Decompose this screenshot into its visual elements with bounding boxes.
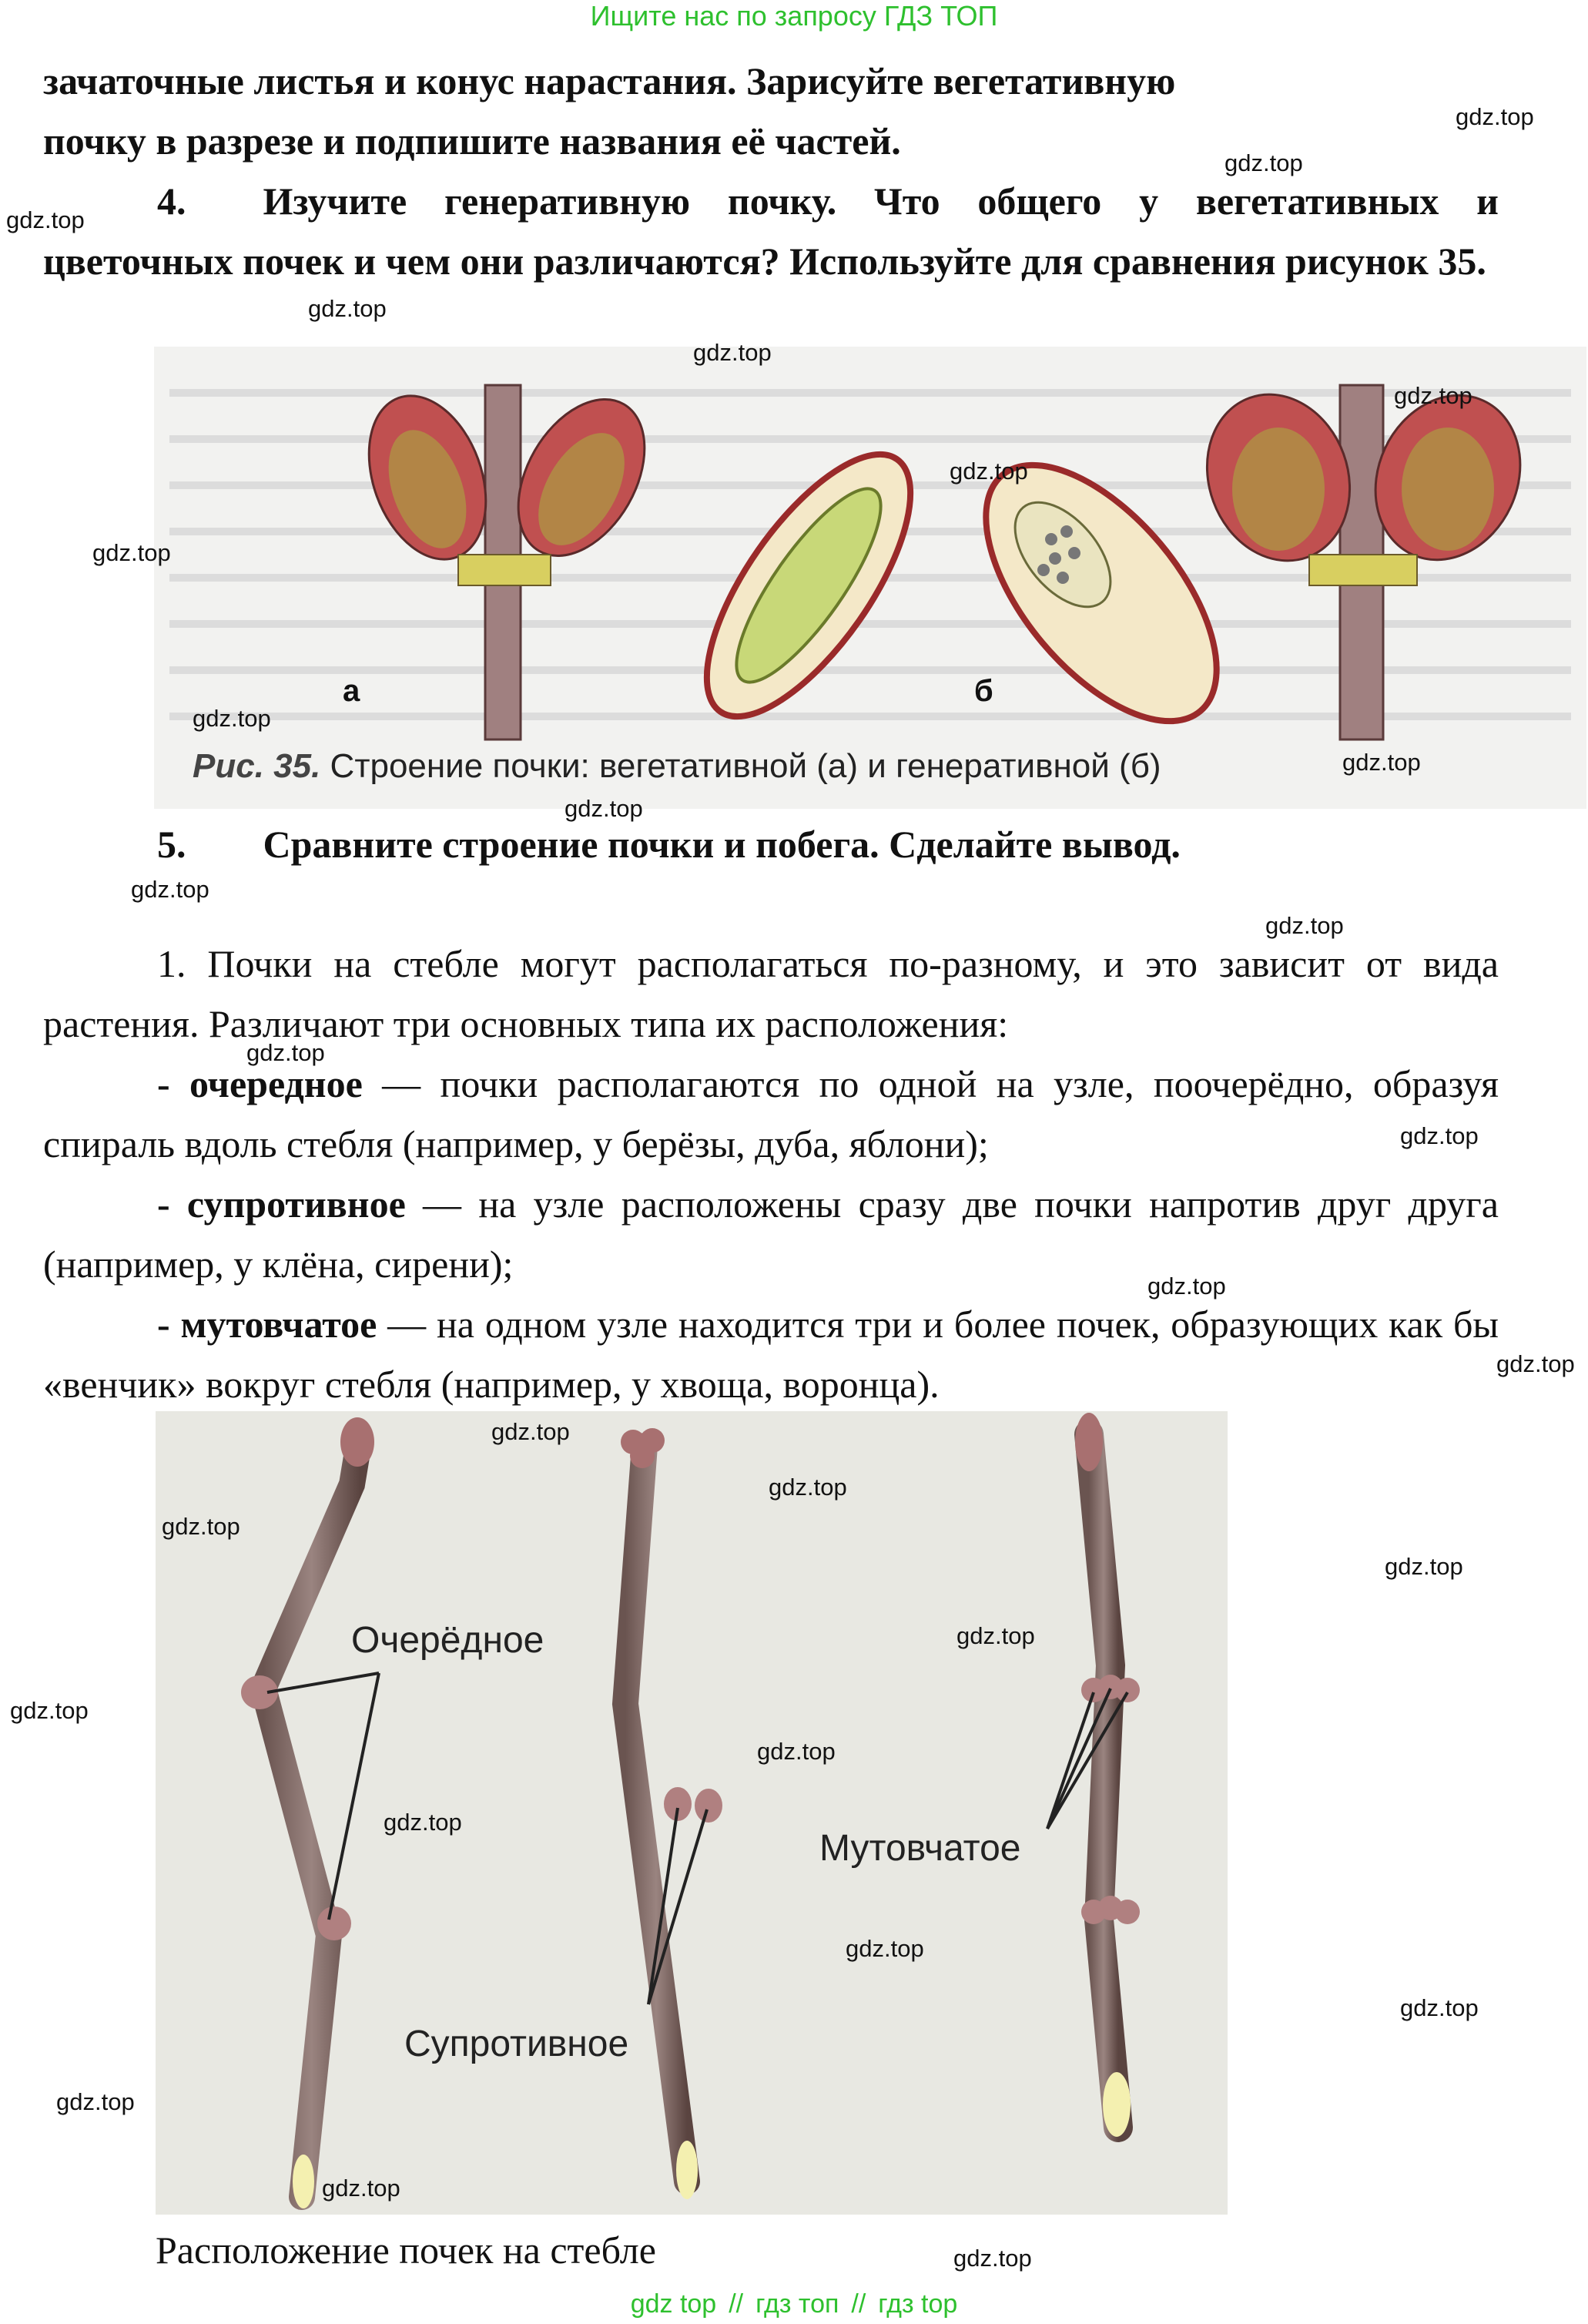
task-5-number: 5. (157, 823, 186, 866)
photo-caption: Расположение почек на стебле (156, 2228, 656, 2272)
watermark: gdz.top (1342, 749, 1421, 776)
watermark: gdz.top (1400, 1994, 1479, 2021)
bud-arrangement-photo (156, 1411, 1228, 2215)
footer-separator: // (729, 2289, 744, 2319)
bud-illustration (154, 347, 1586, 809)
figure-35-caption-text: Строение почки: вегетативной (а) и генеративной (б) (330, 747, 1161, 785)
watermark: gdz.top (1456, 103, 1534, 130)
answer-intro: 1. Почки на стебле могут располагаться по-разному, и это зависит от вида растения. Различают три основных типа их расположения: (43, 942, 1499, 1045)
watermark: gdz.top (308, 295, 387, 322)
watermark: gdz.top (162, 1513, 240, 1540)
intro-line-1: зачаточные листья и конус нарастания. Зарисуйте вегетативную (43, 59, 1176, 102)
label-a: а (343, 674, 360, 708)
watermark: gdz.top (246, 1039, 325, 1066)
watermark: gdz.top (193, 705, 271, 732)
figure-35 (154, 347, 1586, 809)
answer-item-opposite (43, 1174, 1499, 1294)
watermark: gdz.top (953, 2245, 1032, 2272)
watermark: gdz.top (950, 458, 1028, 485)
footer-link-gdz-top[interactable]: gdz top (630, 2289, 717, 2319)
task-4 (43, 171, 1499, 291)
text-opposite: — на узле расположены сразу две почки напротив друг друга (например, у клёна, сирени); (43, 1182, 1499, 1286)
watermark: gdz.top (56, 2088, 135, 2115)
term-alternate: - очередное (157, 1062, 363, 1105)
label-opposite: Супротивное (404, 2024, 629, 2064)
task-5 (157, 814, 1466, 874)
watermark: gdz.top (92, 539, 171, 566)
watermark: gdz.top (10, 1697, 89, 1724)
watermark: gdz.top (1496, 1350, 1575, 1377)
term-whorled: - мутовчатое (157, 1303, 377, 1346)
footer-link-gdz-top-mixed[interactable]: гдз top (878, 2289, 958, 2319)
intro-line-2: почку в разрезе и подпишите названия её частей. (43, 119, 901, 163)
watermark: gdz.top (846, 1935, 924, 1962)
top-banner-link[interactable]: Ищите нас по запросу ГДЗ ТОП (590, 0, 998, 32)
task-4-number: 4. (157, 179, 186, 223)
term-opposite: - супротивное (157, 1182, 406, 1226)
watermark: gdz.top (322, 2175, 400, 2202)
answer-item-alternate (43, 1054, 1499, 1174)
footer-links (0, 2289, 1588, 2319)
task-5-text: Сравните строение почки и побега. Сделайте вывод. (263, 823, 1181, 866)
footer-link-gdz-top-ru[interactable]: гдз топ (755, 2289, 839, 2319)
figure-35-caption (193, 747, 1161, 786)
label-alternate: Очерёдное (351, 1620, 544, 1661)
watermark: gdz.top (693, 339, 772, 366)
watermark: gdz.top (491, 1418, 570, 1445)
watermark: gdz.top (6, 206, 85, 233)
watermark: gdz.top (1400, 1122, 1479, 1149)
bud-arrangement-illustration (156, 1411, 1228, 2215)
watermark: gdz.top (384, 1809, 462, 1836)
watermark: gdz.top (1394, 382, 1472, 409)
label-whorled: Мутовчатое (819, 1828, 1021, 1869)
watermark: gdz.top (1265, 912, 1344, 939)
watermark: gdz.top (1385, 1553, 1463, 1580)
watermark: gdz.top (956, 1622, 1035, 1649)
watermark: gdz.top (757, 1738, 836, 1765)
watermark: gdz.top (1225, 149, 1303, 176)
text-alternate: — почки располагаются по одной на узле, поочерёдно, образуя спираль вдоль стебля (например, у берёзы, дуба, яблони); (43, 1062, 1499, 1165)
watermark: gdz.top (131, 876, 209, 903)
label-b: б (974, 674, 993, 708)
figure-35-caption-prefix: Рис. 35. (193, 747, 321, 785)
answer-item-whorled (43, 1294, 1499, 1414)
watermark: gdz.top (769, 1474, 847, 1501)
footer-separator: // (851, 2289, 866, 2319)
text-whorled: — на одном узле находится три и более почек, образующих как бы «венчик» вокруг стебля (например, у хвоща, воронца). (43, 1303, 1499, 1406)
watermark: gdz.top (1147, 1273, 1226, 1299)
task-4-text: Изучите генеративную почку. Что общего у вегетативных и цветочных почек и чем они различаются? Используйте для сравнения рисунок 35. (43, 179, 1499, 283)
watermark: gdz.top (565, 795, 643, 822)
